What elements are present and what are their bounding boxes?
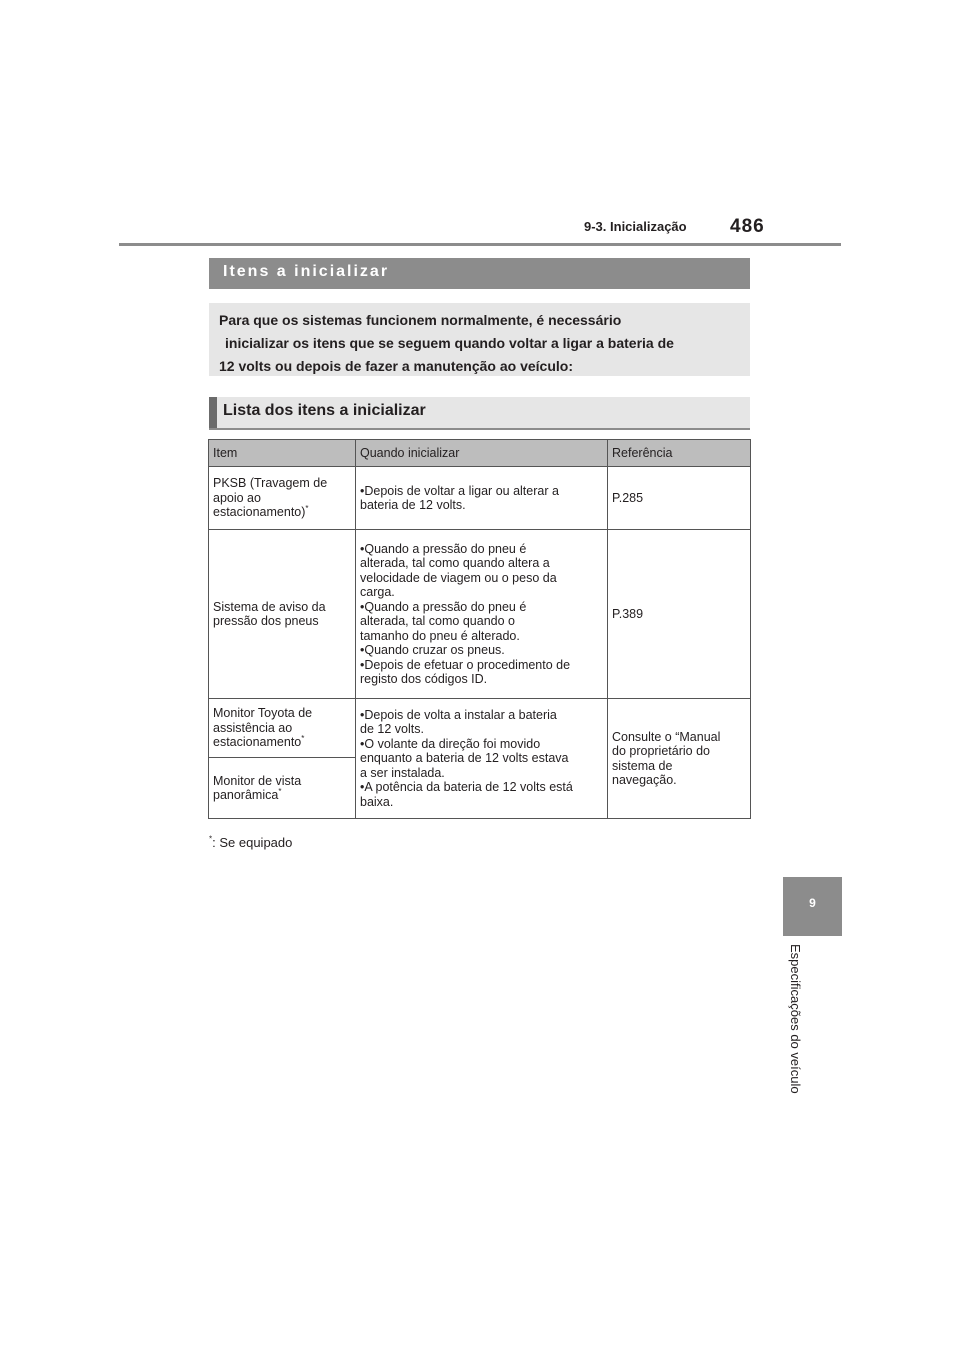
header-item: Item — [209, 440, 356, 467]
cell-when: •Depois de volta a instalar a bateria de 12 volts. •O volante da direção foi movido enquanto a bateria de 12 volts estava a ser instalada. •A potência da bateria de 12 volts está baixa. — [356, 699, 608, 819]
banner-title: Itens a inicializar — [223, 263, 390, 280]
subheading-title: Lista dos itens a inicializar — [223, 402, 426, 419]
section-banner — [209, 258, 750, 289]
section-name: 9-3. Inicialização — [584, 219, 687, 234]
intro-line: inicializar os itens que se seguem quando voltar a ligar a bateria de — [225, 335, 674, 351]
subheading-bar — [209, 397, 217, 428]
chapter-label-text: Especificações do veículo — [788, 944, 803, 1094]
subheading — [209, 397, 750, 430]
cell-when: •Depois de voltar a ligar ou alterar a bateria de 12 volts. — [356, 467, 608, 530]
cell-reference: P.285 — [608, 467, 751, 530]
chapter-label — [788, 944, 808, 1124]
cell-item: PKSB (Travagem de apoio ao estacionamento)* — [209, 467, 356, 530]
footnote-mark: * — [278, 786, 282, 796]
cell-when: •Quando a pressão do pneu é alterada, tal como quando altera a velocidade de viagem ou o peso da carga. •Quando a pressão do pneu é alterada, tal como quando o tamanho do pneu é alterado. •Quando cruzar os pneus. •Depois de efetuar o procedimento de registo dos códigos ID. — [356, 530, 608, 699]
footnote-mark: * — [209, 834, 213, 844]
table-header-row — [209, 440, 751, 467]
header-reference: Referência — [608, 440, 751, 467]
footnote-mark: * — [301, 734, 305, 744]
footnote-mark: * — [305, 504, 309, 514]
footnote-text: : Se equipado — [212, 835, 293, 850]
footnote — [209, 835, 292, 850]
table-row — [209, 530, 751, 699]
intro-line: 12 volts ou depois de fazer a manutenção ao veículo: — [219, 358, 573, 374]
page-number: 486 — [730, 216, 765, 237]
chapter-number: 9 — [809, 896, 816, 910]
cell-item: Sistema de aviso da pressão dos pneus — [209, 530, 356, 699]
header-rule — [119, 243, 841, 246]
chapter-tab — [783, 877, 842, 936]
cell-reference: Consulte o “Manual do proprietário do sistema de navegação. — [608, 699, 751, 819]
intro-line: Para que os sistemas funcionem normalmente, é necessário — [219, 312, 622, 328]
table-row — [209, 699, 751, 758]
cell-reference: P.389 — [608, 530, 751, 699]
items-table — [208, 439, 751, 819]
header-when: Quando inicializar — [356, 440, 608, 467]
cell-item: Monitor Toyota de assistência ao estacionamento* — [209, 699, 356, 758]
table-row — [209, 467, 751, 530]
intro-box — [209, 303, 750, 376]
cell-item: Monitor de vista panorâmica* — [209, 758, 356, 819]
